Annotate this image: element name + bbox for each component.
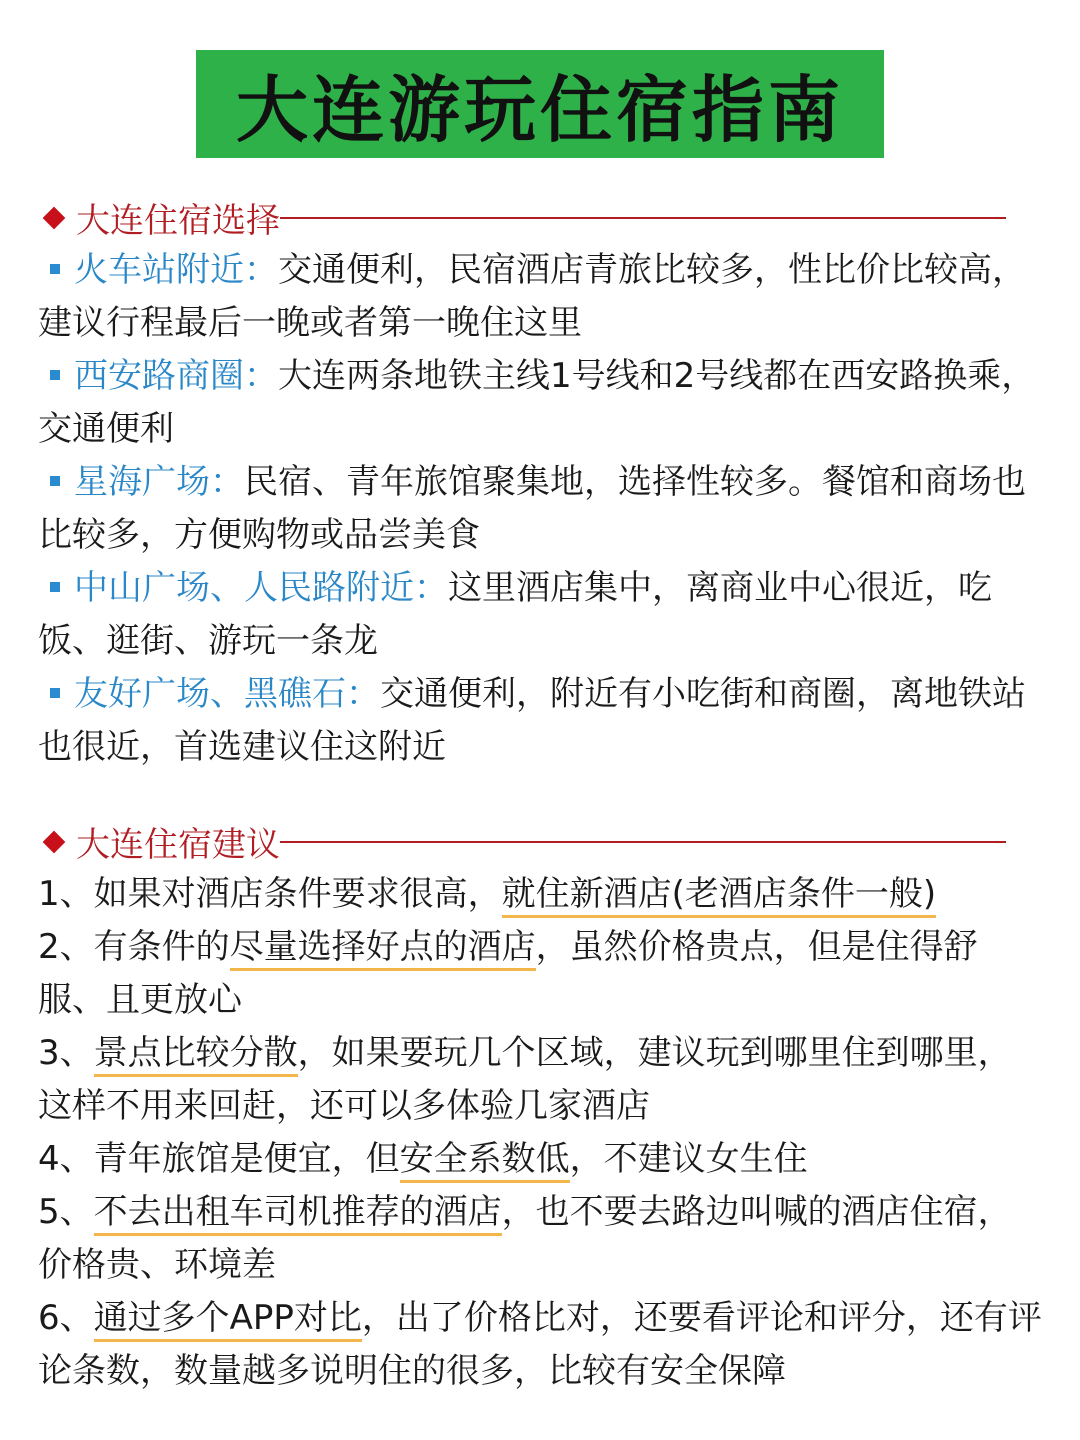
tip-item [38,1292,1042,1398]
highlighted-text: 就住新酒店(老酒店条件一般) [502,874,937,918]
list-item [38,456,1042,562]
tip-item [38,1133,1042,1186]
tip-item [38,1027,1042,1133]
tip-item [38,1186,1042,1292]
tip-text: ，不建议女生住 [569,1139,808,1179]
section-heading [38,815,1042,868]
area-description: 这里酒店集中，离商业中心很近，吃饭、逛街、游玩一条龙 [38,568,992,661]
diamond-icon [43,830,66,853]
tip-text: ，也不要去路边叫喊的酒店住宿，价格贵、环境差 [38,1192,1012,1285]
list-item [38,244,1042,350]
highlighted-text: 不去出租车司机推荐的酒店 [94,1192,502,1236]
area-label: 火车站附近： [74,250,278,290]
tip-text: ，出了价格比对，还要看评论和评分，还有评论条数，数量越多说明住的很多，比较有安全保障 [38,1298,1042,1391]
highlighted-text: 景点比较分散 [94,1033,298,1077]
square-bullet-icon [50,582,60,592]
area-label: 中山广场、人民路附近： [74,568,448,608]
tip-text: 6、 [38,1298,94,1338]
highlighted-text: 尽量选择好点的酒店 [230,927,536,971]
square-bullet-icon [50,688,60,698]
section-title: 大连住宿选择 [76,201,280,241]
section-accommodation-tips [38,815,1042,1398]
section-heading [38,191,1042,244]
tip-text: ，如果要玩几个区域，建议玩到哪里住到哪里，这样不用来回赶，还可以多体验几家酒店 [38,1033,1012,1126]
square-bullet-icon [50,476,60,486]
tip-item [38,868,1042,921]
divider-line [280,217,1006,219]
list-item [38,562,1042,668]
diamond-icon [43,206,66,229]
highlighted-text: 通过多个APP对比 [94,1298,362,1342]
highlighted-text: 安全系数低 [400,1139,570,1183]
section-title: 大连住宿建议 [76,825,280,865]
title-banner [196,50,884,158]
tip-text: 1、如果对酒店条件要求很高， [38,874,502,914]
section-accommodation-options [38,191,1042,774]
tip-text: 2、有条件的 [38,927,230,967]
tip-item [38,921,1042,1027]
tip-text: ，虽然价格贵点，但是住得舒服、且更放心 [38,927,978,1020]
area-description: 交通便利，民宿酒店青旅比较多，性比价比较高，建议行程最后一晚或者第一晚住这里 [38,250,1026,343]
square-bullet-icon [50,264,60,274]
area-description: 大连两条地铁主线1号线和2号线都在西安路换乘，交通便利 [38,356,1036,449]
area-description: 交通便利，附近有小吃街和商圈，离地铁站也很近，首选建议住这附近 [38,674,1026,767]
area-label: 西安路商圈： [74,356,278,396]
tip-text: 3、 [38,1033,94,1073]
area-label: 友好广场、黑礁石： [74,674,380,714]
area-label: 星海广场： [74,462,244,502]
tip-text: 5、 [38,1192,94,1232]
square-bullet-icon [50,370,60,380]
area-description: 民宿、青年旅馆聚集地，选择性较多。餐馆和商场也比较多，方便购物或品尝美食 [38,462,1026,555]
tip-text: 4、青年旅馆是便宜，但 [38,1139,400,1179]
page-title: 大连游玩住宿指南 [235,68,844,152]
list-item [38,350,1042,456]
list-item [38,668,1042,774]
divider-line [280,841,1006,843]
